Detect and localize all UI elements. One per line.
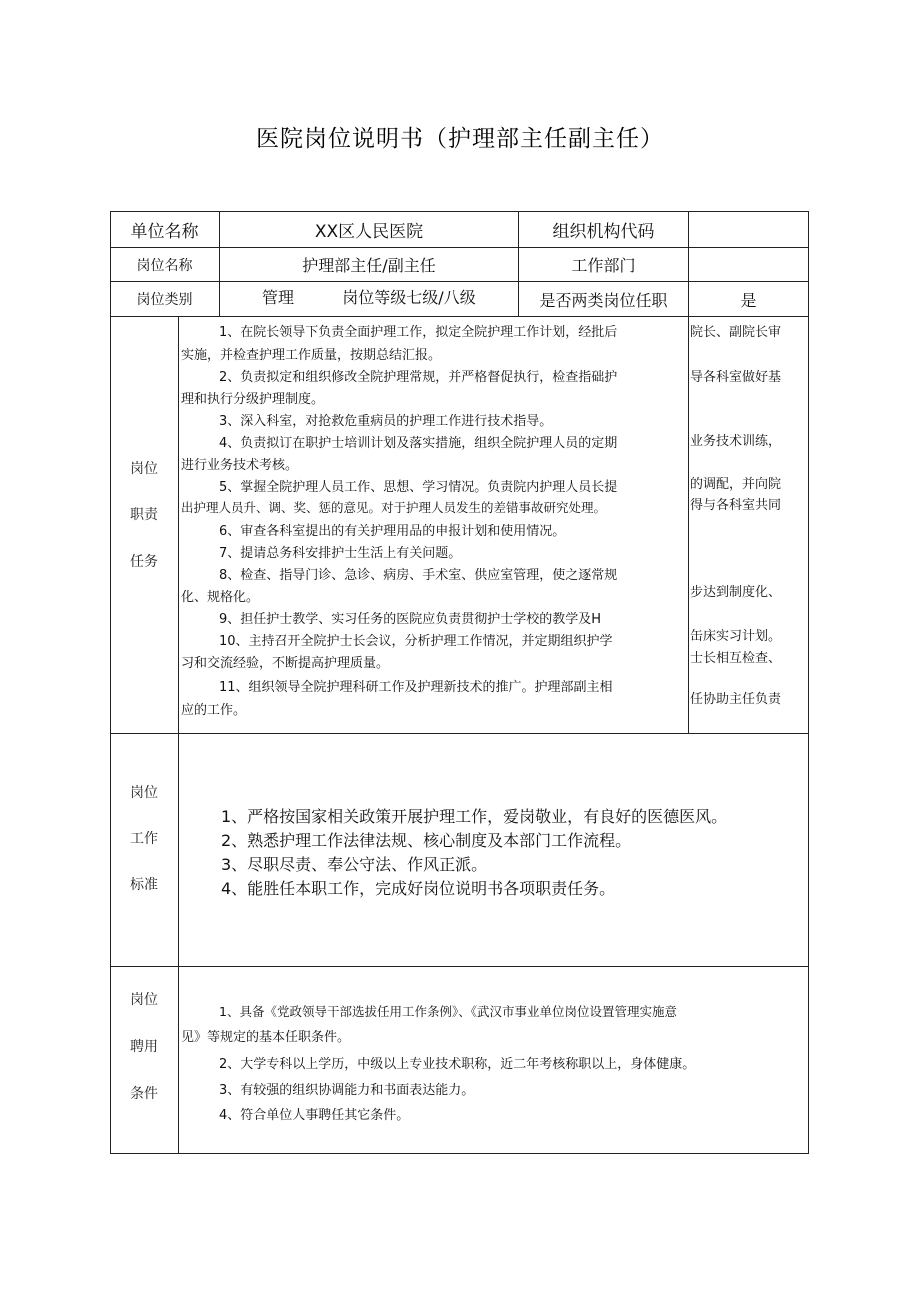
duties-label-line: 职责 xyxy=(130,507,158,523)
duty-fragment: 步达到制度化、 xyxy=(690,585,782,600)
duty-line: 7、提请总务科安排护士生活上有关问题。 xyxy=(219,546,462,561)
duty-line: 10、主持召开全院护士长会议，分析护理工作情况，并定期组织护学 xyxy=(219,634,613,649)
duty-fragment: 导各科室做好基 xyxy=(690,370,782,385)
duty-line: 11、组织领导全院护理科研工作及护理新技术的推广。护理部副主相 xyxy=(219,680,613,695)
org-code-value xyxy=(689,212,808,247)
duty-line: 9、担任护士教学、实习任务的医院应负责贯彻护士学校的教学及H xyxy=(219,612,602,627)
duty-line: 4、负责拟订在职护士培训计划及落实措施，组织全院护理人员的定期 xyxy=(219,436,618,451)
requirements-label-line: 条件 xyxy=(130,1086,158,1102)
standards-label-line: 标准 xyxy=(130,877,158,893)
duty-line: 理和执行分级护理制度。 xyxy=(181,392,325,407)
unit-name-value: XX区人民医院 xyxy=(314,222,424,242)
duty-line: 5、掌握全院护理人员工作、思想、学习情况。负责院内护理人员长提 xyxy=(219,480,618,495)
dept-value xyxy=(689,248,808,281)
duty-fragment: 得与各科室共同 xyxy=(690,498,782,513)
requirement-line: 2、大学专科以上学历，中级以上专业技术职称，近二年考核称职以上，身体健康。 xyxy=(219,1057,696,1072)
duty-line: 出护理人员升、调、奖、惩的意见。对于护理人员发生的差错事故研究处理。 xyxy=(181,500,607,515)
standard-line: 2、熟悉护理工作法律法规、核心制度及本部门工作流程。 xyxy=(221,831,632,850)
table-rule xyxy=(110,211,111,1154)
unit-name-label: 单位名称 xyxy=(130,222,199,242)
duty-line: 2、负责拟定和组织修改全院护理常规，并严格督促执行，检查指础护 xyxy=(219,370,618,385)
standard-line: 3、尽职尽责、奉公守法、作风正派。 xyxy=(221,855,488,874)
dual-post-label: 是否两类岗位任职 xyxy=(539,290,668,310)
page-title: 医院岗位说明书（护理部主任副主任） xyxy=(256,126,664,152)
duties-label-line: 岗位 xyxy=(130,461,158,477)
post-name-value: 护理部主任/副主任 xyxy=(302,256,436,275)
requirement-line: 见》等规定的基本任职条件。 xyxy=(181,1030,351,1045)
dual-post-value: 是 xyxy=(740,290,757,310)
org-code-label: 组织机构代码 xyxy=(552,222,655,242)
requirements-label-line: 聘用 xyxy=(130,1039,158,1055)
post-name-label: 岗位名称 xyxy=(136,257,193,274)
table-rule xyxy=(178,317,179,1154)
duty-line: 实施，并检查护理工作质量，按期总结汇报。 xyxy=(181,348,442,363)
duty-fragment: 任协助主任负责 xyxy=(690,692,782,707)
standard-line: 1、严格按国家相关政策开展护理工作，爱岗敬业，有良好的医德医风。 xyxy=(221,807,728,826)
duty-line: 应的工作。 xyxy=(181,703,247,718)
duty-line: 1、在院长领导下负责全面护理工作，拟定全院护理工作计划，经批后 xyxy=(219,325,618,340)
duty-fragment: 缶床实习计划。 xyxy=(690,629,782,644)
table-rule xyxy=(110,1153,809,1154)
requirement-line: 4、符合单位人事聘任其它条件。 xyxy=(219,1108,410,1123)
requirements-label-line: 岗位 xyxy=(130,992,158,1008)
post-grade-value: 岗位等级七级/八级 xyxy=(342,287,476,307)
table-rule xyxy=(110,316,809,317)
requirement-line: 1、具备《党政领导干部选拔任用工作条例》、《武汉市事业单位岗位设置管理实施意 xyxy=(219,1004,677,1019)
duty-fragment: 士长相互检查、 xyxy=(690,651,782,666)
table-rule xyxy=(110,966,809,967)
dept-label: 工作部门 xyxy=(571,256,636,275)
standards-label-line: 工作 xyxy=(130,831,158,847)
standards-label-line: 岗位 xyxy=(130,785,158,801)
duty-line: 8、检查、指导门诊、急诊、病房、手术室、供应室管理，使之逐常规 xyxy=(219,568,618,583)
duties-label-line: 任务 xyxy=(130,554,158,570)
post-type-value: 管理 xyxy=(261,287,294,307)
duty-fragment: 业务技术训练， xyxy=(690,434,782,449)
duty-line: 习和交流经验，不断提高护理质量。 xyxy=(181,656,390,671)
table-rule xyxy=(808,211,809,1154)
duty-fragment: 的调配，并向院 xyxy=(690,477,782,492)
duty-line: 进行业务技术考核。 xyxy=(181,458,299,473)
duty-fragment: 院长、副院长审 xyxy=(690,325,782,340)
post-type-label: 岗位类别 xyxy=(136,292,193,308)
duty-line: 3、深入科室，对抢救危重病员的护理工作进行技术指导。 xyxy=(219,414,553,429)
table-rule xyxy=(110,733,809,734)
duty-line: 6、审查各科室提出的有关护理用品的申报计划和使用情况。 xyxy=(219,524,566,539)
duty-line: 化、规格化。 xyxy=(181,590,260,605)
requirement-line: 3、有较强的组织协调能力和书面表达能力。 xyxy=(219,1083,475,1098)
standard-line: 4、能胜任本职工作，完成好岗位说明书各项职责任务。 xyxy=(221,879,616,898)
